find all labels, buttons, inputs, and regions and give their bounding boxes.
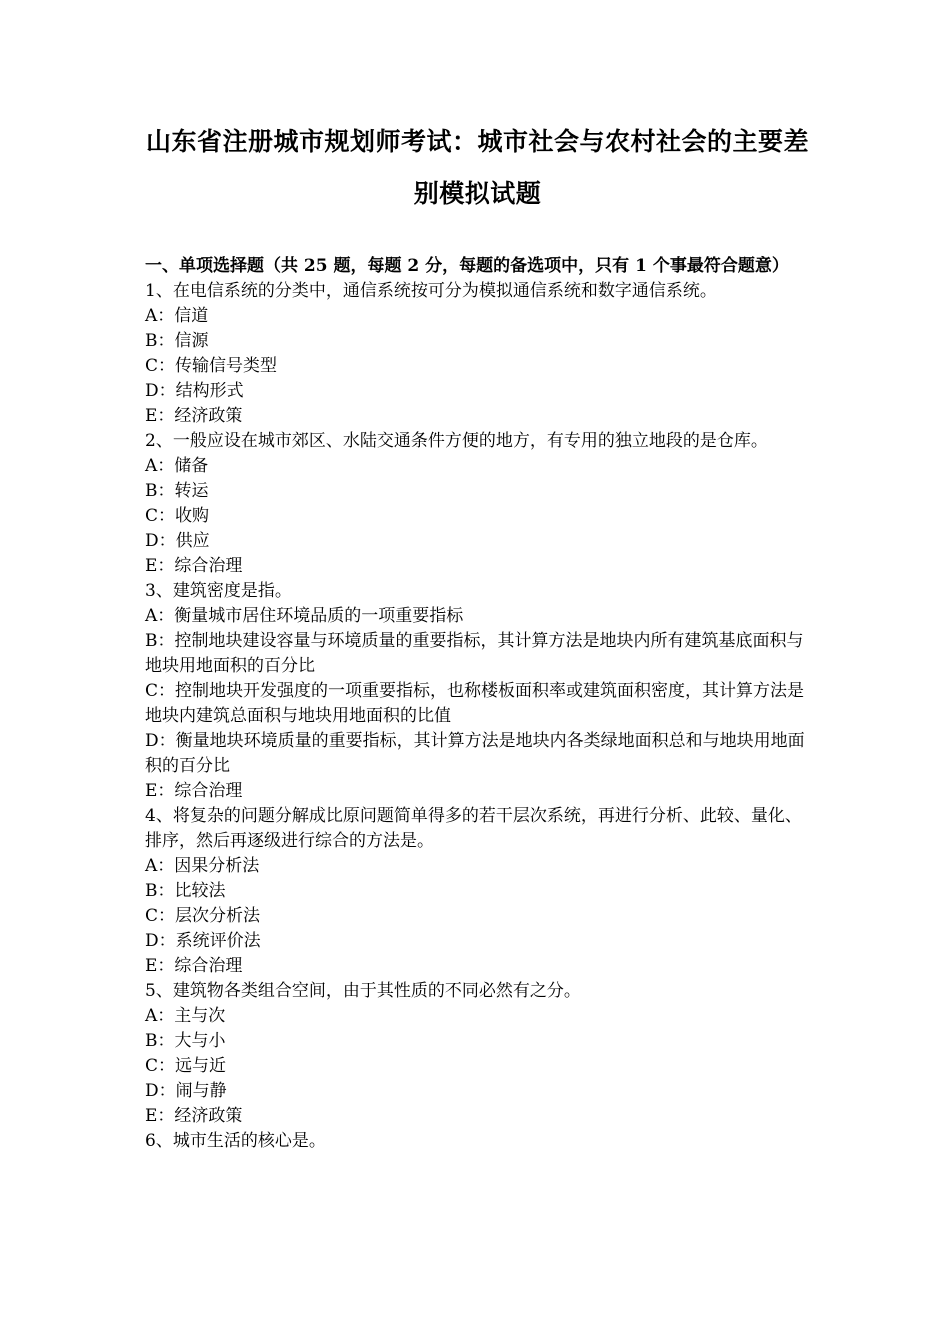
question-1-stem: 1、在电信系统的分类中，通信系统按可分为模拟通信系统和数字通信系统。 bbox=[145, 281, 717, 301]
question-3-option-d: D：衡量地块环境质量的重要指标，其计算方法是地块内各类绿地面积总和与地块用地面积的百分比 bbox=[145, 731, 805, 776]
question-5-option-b: B：大与小 bbox=[145, 1031, 226, 1051]
question-5-option-a: A：主与次 bbox=[145, 1006, 226, 1026]
question-2-stem: 2、一般应设在城市郊区、水陆交通条件方便的地方，有专用的独立地段的是仓库。 bbox=[145, 431, 768, 451]
question-4-option-c: C：层次分析法 bbox=[145, 906, 261, 926]
section-heading: 一、单项选择题（共 25 题，每题 2 分，每题的备选项中，只有 1 个事最符合题意） bbox=[145, 256, 789, 276]
document-title bbox=[145, 0, 810, 220]
question-1-option-d: D：结构形式 bbox=[145, 381, 244, 401]
question-5-option-e: E：经济政策 bbox=[145, 1106, 243, 1126]
question-3-option-c: C：控制地块开发强度的一项重要指标，也称楼板面积率或建筑面积密度，其计算方法是地块内建筑总面积与地块用地面积的比值 bbox=[145, 681, 805, 726]
question-4-option-a: A：因果分析法 bbox=[145, 856, 260, 876]
question-2-option-b: B：转运 bbox=[145, 481, 209, 501]
title-line-1: 山东省注册城市规划师考试：城市社会与农村社会的主要差 bbox=[145, 127, 809, 156]
title-line-2: 别模拟试题 bbox=[413, 179, 542, 208]
question-2-option-d: D：供应 bbox=[145, 531, 210, 551]
question-4-option-b: B：比较法 bbox=[145, 881, 226, 901]
question-5-option-c: C：远与近 bbox=[145, 1056, 227, 1076]
question-1-option-b: B：信源 bbox=[145, 331, 209, 351]
question-list bbox=[145, 279, 810, 1154]
question-3-option-a: A：衡量城市居住环境品质的一项重要指标 bbox=[145, 606, 464, 626]
question-1-option-e: E：经济政策 bbox=[145, 406, 243, 426]
question-3-option-e: E：综合治理 bbox=[145, 781, 243, 801]
question-6-stem: 6、城市生活的核心是。 bbox=[145, 1131, 326, 1151]
question-2-option-e: E：综合治理 bbox=[145, 556, 243, 576]
question-2-option-a: A：储备 bbox=[145, 456, 209, 476]
question-5-stem: 5、建筑物各类组合空间，由于其性质的不同必然有之分。 bbox=[145, 981, 581, 1001]
question-5-option-d: D：闹与静 bbox=[145, 1081, 227, 1101]
question-4-stem: 4、将复杂的问题分解成比原问题简单得多的若干层次系统，再进行分析、此较、量化、排序，然后再逐级进行综合的方法是。 bbox=[145, 806, 802, 851]
question-2-option-c: C：收购 bbox=[145, 506, 210, 526]
question-3-stem: 3、建筑密度是指。 bbox=[145, 581, 292, 601]
question-3-option-b: B：控制地块建设容量与环境质量的重要指标，其计算方法是地块内所有建筑基底面积与地块用地面积的百分比 bbox=[145, 631, 804, 676]
question-4-option-d: D：系统评价法 bbox=[145, 931, 261, 951]
question-4-option-e: E：综合治理 bbox=[145, 956, 243, 976]
question-1-option-c: C：传输信号类型 bbox=[145, 356, 278, 376]
question-1-option-a: A：信道 bbox=[145, 306, 209, 326]
